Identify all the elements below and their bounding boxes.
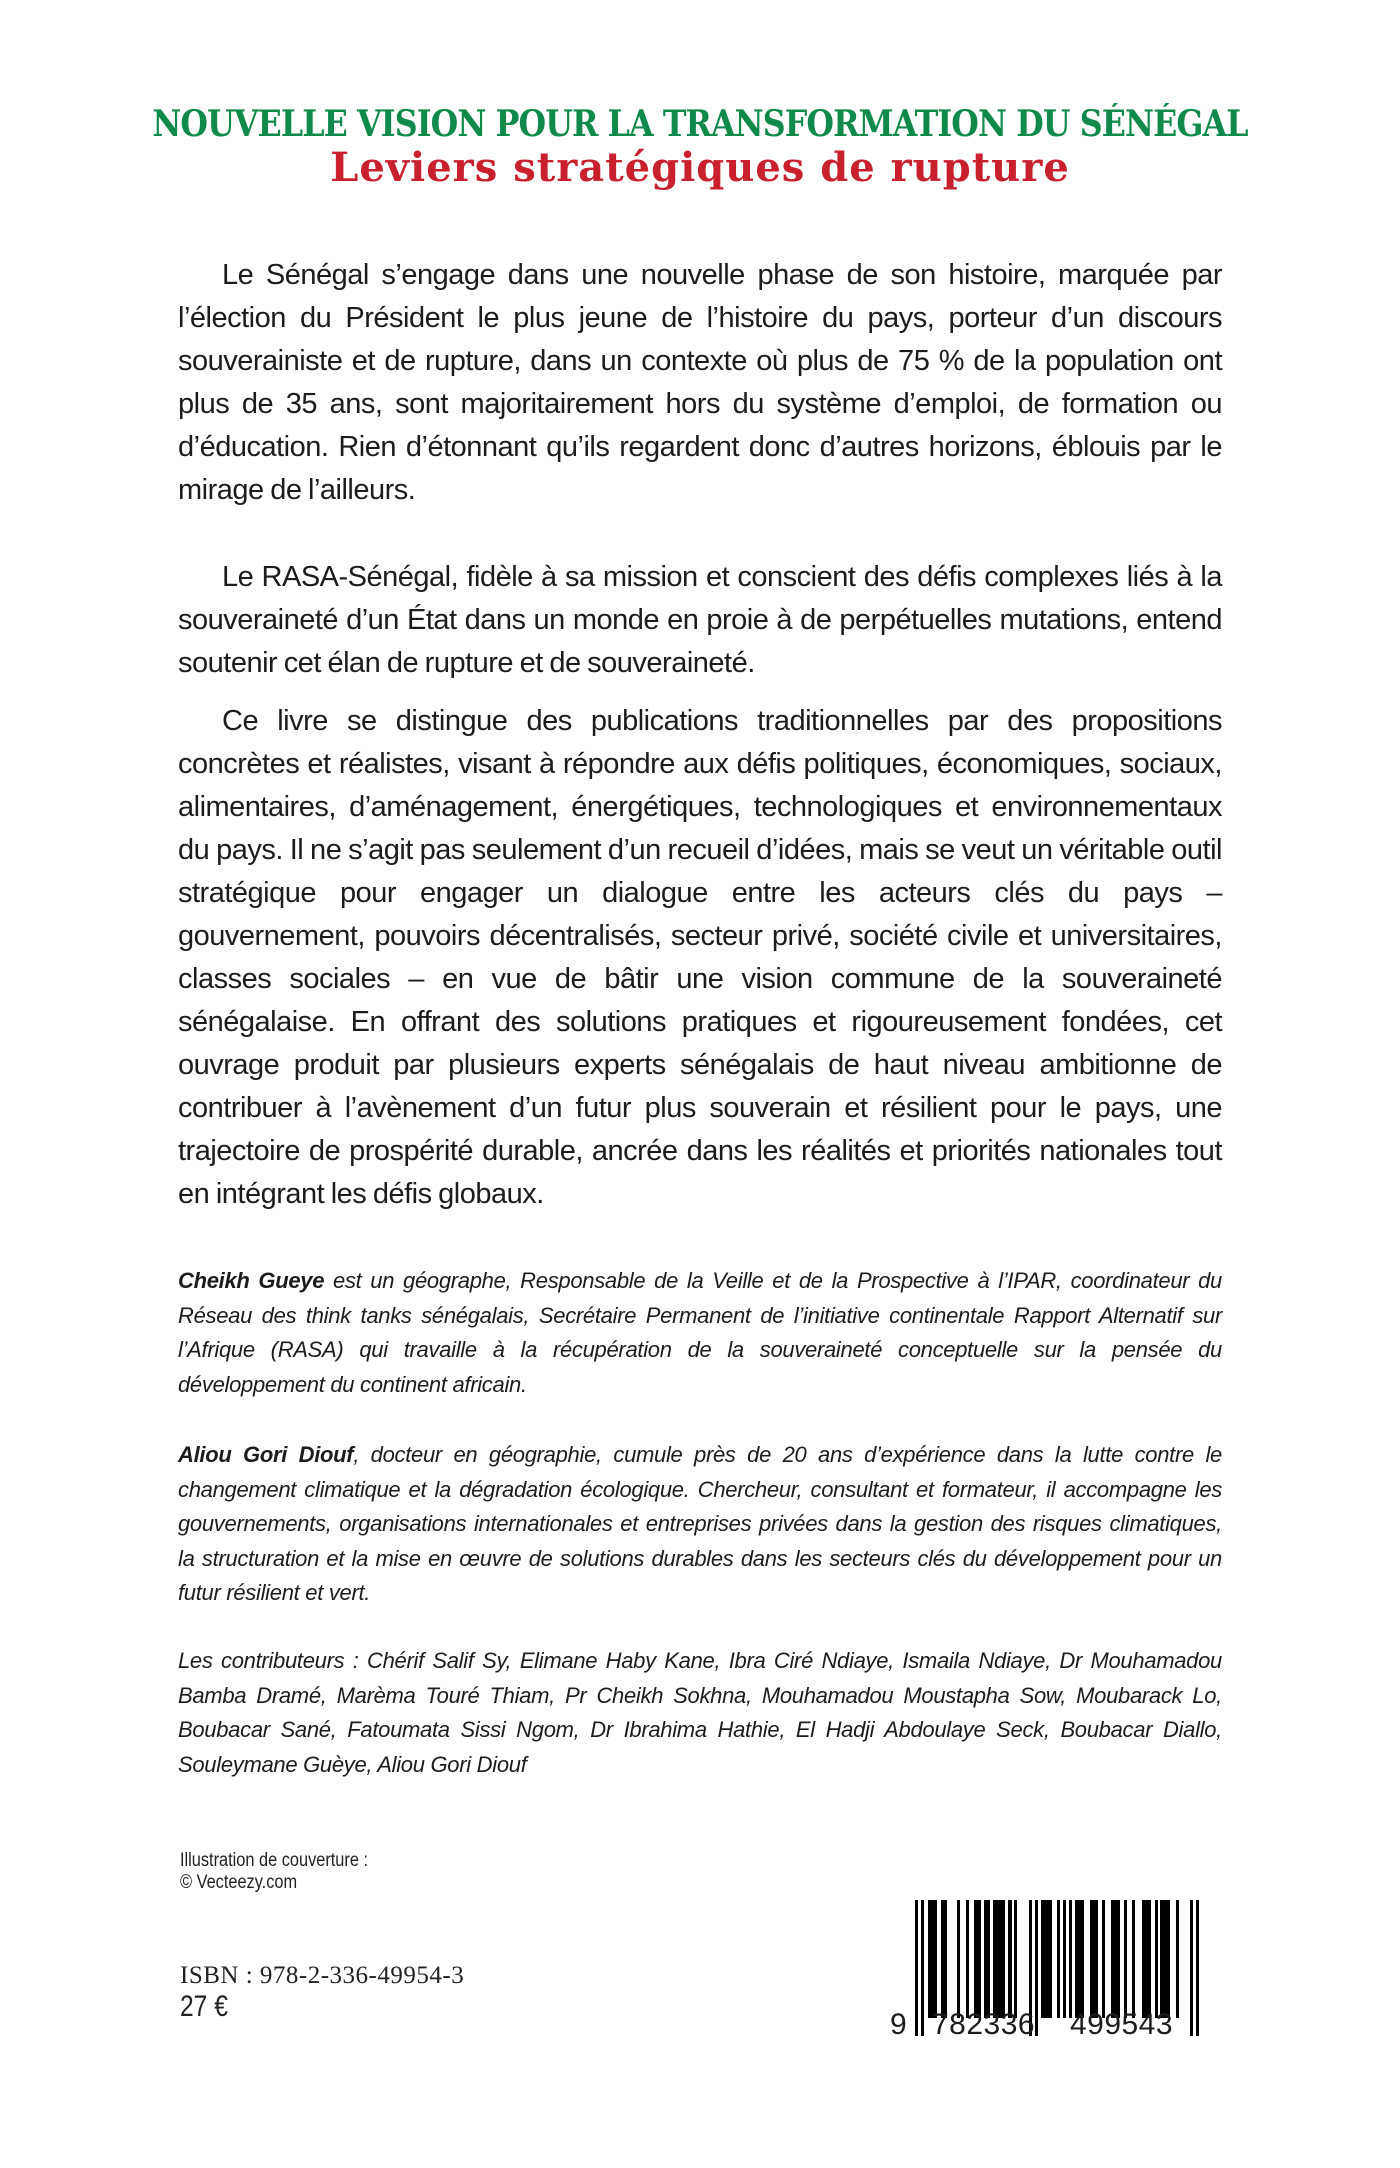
title-block <box>0 104 1400 190</box>
author-bio-text: , docteur en géographie, cumule près de 20 ans d’expérience dans la lutte contre le changement climatique et la dégradation écologique. Chercheur, consultant et formateur, il accompagne les gouvernements, organisations internationales et entreprises privées dans la gestion des risques climatiques, la structuration et la mise en œuvre de solutions durables dans les secteurs clés du développement pour un futur résilient et vert. <box>178 1442 1222 1605</box>
cover-illustration-credit <box>180 1850 368 1894</box>
summary-paragraph-1-block <box>178 254 1222 512</box>
illustration-label: Illustration de couverture : <box>180 1850 369 1871</box>
summary-paragraph: Le Sénégal s’engage dans une nouvelle phase de son histoire, marquée par l’élection du Président le plus jeune de l’histoire du pays, porteur d’un discours souverainiste et de rupture, dans un contexte où plus de 75 % de la population ont plus de 35 ans, sont majoritairement hors du système d’emploi, de formation ou d’éducation. Rien d’étonnant qu’ils regardent donc d’autres horizons, éblouis par le mirage de l’ailleurs. <box>178 259 1222 506</box>
summary-paragraph: Ce livre se distingue des publications traditionnelles par des propositions concrètes et réalistes, visant à répondre aux défis politiques, économiques, sociaux, alimentaires, d’aménagement, énergétiques, technologiques et environnementaux du pays. Il ne s’agit pas seulement d’un recueil d’idées, mais se veut un véritable outil stratégique pour engager un dialogue entre les acteurs clés du pays – gouvernement, pouvoirs décentralisés, secteur privé, société civile et universitaires, classes sociales – en vue de bâtir une vision commune de la souveraineté sénégalaise. En offrant des solutions pratiques et rigoureusement fondées, cet ouvrage produit par plusieurs experts sénégalais de haut niveau ambitionne de contribuer à l’avènement d’un futur plus souverain et résilient pour le pays, une trajectoire de prospérité durable, ancrée dans les réalités et priorités nationales tout en intégrant les défis globaux. <box>178 705 1222 1210</box>
illustration-credit: © Vecteezy.com <box>180 1872 298 1893</box>
barcode-right-digits: 499543 <box>1070 2008 1174 2041</box>
author-name: Cheikh Gueye <box>178 1268 325 1293</box>
author-bio-1 <box>178 1264 1222 1402</box>
book-subtitle: Leviers stratégiques de rupture <box>330 144 1070 191</box>
book-title: NOUVELLE VISION POUR LA TRANSFORMATION DU SÉNÉGAL <box>152 103 1248 145</box>
barcode-lead-digit: 9 <box>890 2008 907 2041</box>
price: 27 € <box>180 1990 228 2023</box>
author-bio-2 <box>178 1438 1222 1611</box>
author-name: Aliou Gori Diouf <box>178 1442 354 1467</box>
contributors-list: Les contributeurs : Chérif Salif Sy, Elimane Haby Kane, Ibra Ciré Ndiaye, Ismaila Ndiaye, Dr Mouhamadou Bamba Dramé, Marèma Touré Thiam, Pr Cheikh Sokhna, Mouhamadou Moustapha Sow, Moubarack Lo, Boubacar Sané, Fatoumata Sissi Ngom, Dr Ibrahima Hathie, El Hadji Abdoulaye Seck, Boubacar Diallo, Souleymane Guèye, Aliou Gori Diouf <box>178 1648 1222 1777</box>
summary-paragraph-3-block <box>178 700 1222 1216</box>
barcode-icon <box>880 1898 1220 2048</box>
barcode-left-digits: 782336 <box>932 2008 1036 2041</box>
summary-paragraph-2-block <box>178 556 1222 685</box>
summary-paragraph: Le RASA-Sénégal, fidèle à sa mission et conscient des défis complexes liés à la souveraineté d’un État dans un monde en proie à de perpétuelles mutations, entend soutenir cet élan de rupture et de souveraineté. <box>178 561 1222 679</box>
isbn: ISBN : 978-2-336-49954-3 <box>180 1962 465 1989</box>
author-bio-text: est un géographe, Responsable de la Veille et de la Prospective à l’IPAR, coordinateur du Réseau des think tanks sénégalais, Secrétaire Permanent de l’initiative continentale Rapport Alternatif sur l’Afrique (RASA) qui travaille à la récupération de la souveraineté conceptuelle sur la pensée du développement du continent africain. <box>178 1268 1222 1397</box>
contributors-block <box>178 1644 1222 1782</box>
